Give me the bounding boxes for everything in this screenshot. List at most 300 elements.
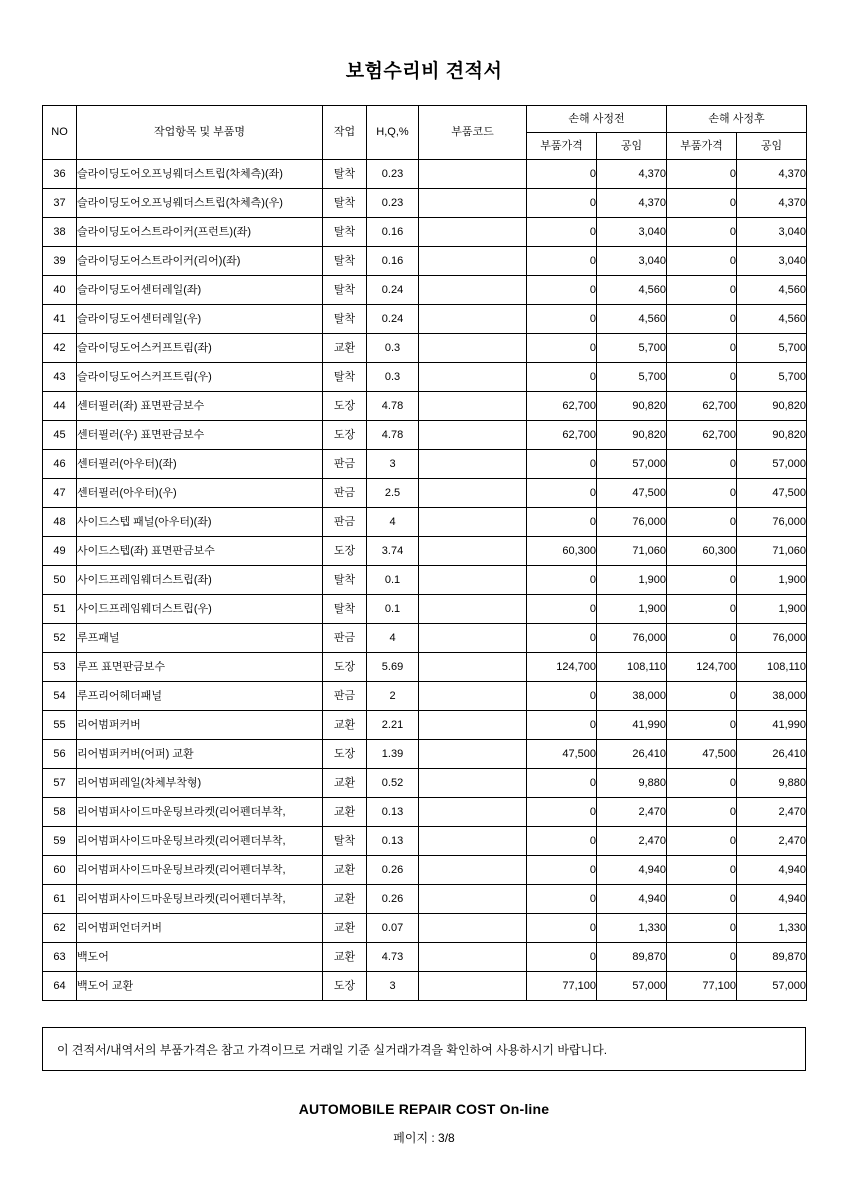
cell-item	[77, 392, 323, 421]
cell-before-labor: 4,940	[597, 856, 667, 885]
cell-before-labor: 41,990	[597, 711, 667, 740]
cell-after-labor: 4,560	[737, 276, 807, 305]
cell-hq: 0.52	[367, 769, 419, 798]
cell-part-code	[419, 653, 527, 682]
cell-hq: 4.73	[367, 943, 419, 972]
cell-before-labor: 38,000	[597, 682, 667, 711]
cell-before-labor: 1,900	[597, 566, 667, 595]
cell-no: 45	[43, 421, 77, 450]
cell-after-part-price: 0	[667, 363, 737, 392]
cell-hq: 2.21	[367, 711, 419, 740]
cell-part-code	[419, 421, 527, 450]
cell-item	[77, 218, 323, 247]
cell-item	[77, 827, 323, 856]
cell-work: 도장	[323, 972, 367, 1001]
cell-no: 36	[43, 160, 77, 189]
cell-after-part-price: 0	[667, 508, 737, 537]
cell-work: 판금	[323, 682, 367, 711]
cell-after-labor: 76,000	[737, 508, 807, 537]
cell-before-part-price: 0	[527, 943, 597, 972]
cell-before-part-price: 0	[527, 450, 597, 479]
cell-before-part-price: 0	[527, 218, 597, 247]
cell-part-code	[419, 711, 527, 740]
cell-hq: 0.26	[367, 856, 419, 885]
header-no: NO	[43, 106, 77, 160]
cell-no: 64	[43, 972, 77, 1001]
cell-part-code	[419, 334, 527, 363]
cell-after-labor: 5,700	[737, 334, 807, 363]
cell-work: 탈착	[323, 160, 367, 189]
cell-hq: 0.3	[367, 363, 419, 392]
cell-no: 41	[43, 305, 77, 334]
cell-after-labor: 1,330	[737, 914, 807, 943]
cell-before-part-price: 0	[527, 334, 597, 363]
header-part-code: 부품코드	[419, 106, 527, 160]
table-row	[43, 856, 807, 885]
cell-after-labor: 76,000	[737, 624, 807, 653]
cell-work: 탈착	[323, 595, 367, 624]
table-row	[43, 450, 807, 479]
cell-before-part-price: 0	[527, 798, 597, 827]
cell-before-labor: 2,470	[597, 827, 667, 856]
cell-part-code	[419, 885, 527, 914]
cell-part-code	[419, 682, 527, 711]
cell-before-labor: 76,000	[597, 508, 667, 537]
cell-item-text: 리어범퍼사이드마운팅브라켓(리어펜더부착,	[77, 892, 286, 905]
cell-part-code	[419, 624, 527, 653]
cell-work: 교환	[323, 856, 367, 885]
cell-after-labor: 89,870	[737, 943, 807, 972]
cell-item-text: 슬라이딩도어스커프트림(좌)	[77, 341, 212, 354]
cell-before-part-price: 0	[527, 247, 597, 276]
cell-before-labor: 4,370	[597, 189, 667, 218]
cell-work: 판금	[323, 624, 367, 653]
cell-part-code	[419, 218, 527, 247]
cell-no: 42	[43, 334, 77, 363]
cell-after-part-price: 0	[667, 711, 737, 740]
cell-after-part-price: 0	[667, 276, 737, 305]
cell-item-text: 리어범퍼사이드마운팅브라켓(리어펜더부착,	[77, 863, 286, 876]
cell-after-labor: 90,820	[737, 421, 807, 450]
cell-after-labor: 4,940	[737, 856, 807, 885]
cell-no: 54	[43, 682, 77, 711]
cell-hq: 0.24	[367, 276, 419, 305]
table-row	[43, 827, 807, 856]
cell-item	[77, 885, 323, 914]
header-after-part-price: 부품가격	[667, 133, 737, 160]
cell-no: 40	[43, 276, 77, 305]
cell-hq: 0.3	[367, 334, 419, 363]
cell-before-part-price: 0	[527, 595, 597, 624]
cell-before-labor: 47,500	[597, 479, 667, 508]
cell-work: 교환	[323, 885, 367, 914]
cell-item-text: 사이드프레임웨더스트립(우)	[77, 602, 212, 615]
cell-before-part-price: 0	[527, 479, 597, 508]
cell-part-code	[419, 798, 527, 827]
cell-no: 46	[43, 450, 77, 479]
cell-part-code	[419, 363, 527, 392]
table-row	[43, 740, 807, 769]
cell-after-labor: 9,880	[737, 769, 807, 798]
table-header	[43, 106, 807, 160]
cell-after-labor: 2,470	[737, 827, 807, 856]
table-row	[43, 624, 807, 653]
cell-before-labor: 3,040	[597, 247, 667, 276]
cell-item	[77, 537, 323, 566]
cell-before-part-price: 0	[527, 276, 597, 305]
cell-before-part-price: 0	[527, 566, 597, 595]
cell-item-text: 슬라이딩도어오프닝웨더스트립(차체측)(우)	[77, 196, 283, 209]
cell-no: 55	[43, 711, 77, 740]
cell-hq: 3	[367, 972, 419, 1001]
table-row	[43, 334, 807, 363]
cell-after-part-price: 0	[667, 914, 737, 943]
table-row	[43, 421, 807, 450]
cell-part-code	[419, 392, 527, 421]
cell-before-part-price: 0	[527, 711, 597, 740]
table-row	[43, 508, 807, 537]
cell-item	[77, 856, 323, 885]
cell-after-labor: 3,040	[737, 218, 807, 247]
cell-part-code	[419, 450, 527, 479]
cell-work: 탈착	[323, 276, 367, 305]
estimate-table	[42, 105, 807, 1001]
cell-item-text: 슬라이딩도어센터레일(우)	[77, 312, 202, 325]
cell-part-code	[419, 305, 527, 334]
header-work: 작업	[323, 106, 367, 160]
table-row	[43, 914, 807, 943]
cell-part-code	[419, 914, 527, 943]
cell-after-labor: 90,820	[737, 392, 807, 421]
cell-before-labor: 1,330	[597, 914, 667, 943]
cell-before-labor: 57,000	[597, 972, 667, 1001]
cell-no: 38	[43, 218, 77, 247]
table-row	[43, 218, 807, 247]
cell-work: 판금	[323, 450, 367, 479]
cell-after-labor: 4,370	[737, 189, 807, 218]
cell-hq: 0.24	[367, 305, 419, 334]
cell-before-labor: 4,370	[597, 160, 667, 189]
cell-before-labor: 71,060	[597, 537, 667, 566]
cell-item-text: 센터필러(우) 표면판금보수	[77, 428, 205, 441]
cell-after-part-price: 0	[667, 595, 737, 624]
cell-hq: 5.69	[367, 653, 419, 682]
cell-hq: 2	[367, 682, 419, 711]
cell-hq: 0.07	[367, 914, 419, 943]
cell-work: 탈착	[323, 218, 367, 247]
cell-hq: 2.5	[367, 479, 419, 508]
cell-no: 60	[43, 856, 77, 885]
cell-part-code	[419, 276, 527, 305]
cell-part-code	[419, 537, 527, 566]
cell-after-part-price: 62,700	[667, 421, 737, 450]
cell-before-part-price: 0	[527, 856, 597, 885]
cell-before-part-price: 0	[527, 682, 597, 711]
cell-work: 도장	[323, 653, 367, 682]
header-group-after: 손해 사정후	[667, 106, 807, 133]
cell-work: 교환	[323, 943, 367, 972]
cell-after-part-price: 0	[667, 189, 737, 218]
table-row	[43, 653, 807, 682]
cell-item-text: 사이드스텝(좌) 표면판금보수	[77, 544, 215, 557]
cell-part-code	[419, 972, 527, 1001]
cell-item	[77, 972, 323, 1001]
cell-after-labor: 1,900	[737, 595, 807, 624]
header-group-before: 손해 사정전	[527, 106, 667, 133]
cell-after-part-price: 0	[667, 160, 737, 189]
cell-item	[77, 566, 323, 595]
cell-item-text: 슬라이딩도어스트라이커(프런트)(좌)	[77, 225, 252, 238]
cell-part-code	[419, 827, 527, 856]
cell-hq: 4.78	[367, 421, 419, 450]
cell-no: 44	[43, 392, 77, 421]
table-body	[43, 160, 807, 1001]
table-row	[43, 363, 807, 392]
cell-work: 탈착	[323, 247, 367, 276]
cell-no: 50	[43, 566, 77, 595]
cell-item	[77, 624, 323, 653]
cell-item	[77, 914, 323, 943]
cell-no: 58	[43, 798, 77, 827]
cell-before-labor: 5,700	[597, 363, 667, 392]
cell-work: 도장	[323, 392, 367, 421]
cell-item	[77, 479, 323, 508]
cell-before-labor: 3,040	[597, 218, 667, 247]
cell-after-part-price: 0	[667, 450, 737, 479]
cell-after-part-price: 0	[667, 827, 737, 856]
header-before-labor: 공임	[597, 133, 667, 160]
page-title: 보험수리비 견적서	[345, 61, 503, 82]
cell-before-labor: 108,110	[597, 653, 667, 682]
cell-no: 53	[43, 653, 77, 682]
cell-before-labor: 9,880	[597, 769, 667, 798]
cell-item-text: 사이드프레임웨더스트립(좌)	[77, 573, 212, 586]
cell-item-text: 슬라이딩도어스트라이커(리어)(좌)	[77, 254, 241, 267]
cell-after-part-price: 0	[667, 479, 737, 508]
cell-no: 62	[43, 914, 77, 943]
cell-after-labor: 4,940	[737, 885, 807, 914]
cell-part-code	[419, 943, 527, 972]
cell-work: 탈착	[323, 566, 367, 595]
cell-work: 탈착	[323, 827, 367, 856]
cell-item-text: 사이드스텝 패널(아우터)(좌)	[77, 515, 212, 528]
cell-part-code	[419, 247, 527, 276]
cell-work: 탈착	[323, 305, 367, 334]
cell-before-labor: 76,000	[597, 624, 667, 653]
cell-item	[77, 450, 323, 479]
cell-item-text: 리어범퍼커버	[77, 718, 141, 731]
cell-hq: 0.13	[367, 827, 419, 856]
cell-hq: 3.74	[367, 537, 419, 566]
table-row	[43, 972, 807, 1001]
cell-item-text: 리어범퍼사이드마운팅브라켓(리어펜더부착,	[77, 834, 286, 847]
table-row	[43, 479, 807, 508]
header-after-labor: 공임	[737, 133, 807, 160]
cell-item	[77, 305, 323, 334]
cell-after-part-price: 0	[667, 943, 737, 972]
cell-item	[77, 711, 323, 740]
cell-hq: 3	[367, 450, 419, 479]
table-row	[43, 566, 807, 595]
cell-no: 57	[43, 769, 77, 798]
cell-after-part-price: 0	[667, 247, 737, 276]
cell-after-part-price: 0	[667, 334, 737, 363]
table-row	[43, 392, 807, 421]
cell-before-part-price: 0	[527, 189, 597, 218]
cell-after-labor: 26,410	[737, 740, 807, 769]
cell-after-labor: 1,900	[737, 566, 807, 595]
cell-after-labor: 4,560	[737, 305, 807, 334]
cell-before-part-price: 0	[527, 160, 597, 189]
cell-after-labor: 71,060	[737, 537, 807, 566]
cell-part-code	[419, 189, 527, 218]
cell-before-part-price: 0	[527, 305, 597, 334]
cell-before-part-price: 60,300	[527, 537, 597, 566]
cell-after-labor: 5,700	[737, 363, 807, 392]
cell-before-labor: 89,870	[597, 943, 667, 972]
cell-hq: 1.39	[367, 740, 419, 769]
cell-item	[77, 769, 323, 798]
cell-after-part-price: 0	[667, 798, 737, 827]
cell-after-labor: 47,500	[737, 479, 807, 508]
table-row	[43, 595, 807, 624]
cell-work: 교환	[323, 798, 367, 827]
cell-hq: 4	[367, 508, 419, 537]
cell-item	[77, 276, 323, 305]
cell-item	[77, 682, 323, 711]
cell-item	[77, 798, 323, 827]
cell-after-labor: 2,470	[737, 798, 807, 827]
cell-before-labor: 5,700	[597, 334, 667, 363]
cell-item	[77, 160, 323, 189]
cell-item-text: 백도어 교환	[77, 979, 134, 992]
cell-after-labor: 57,000	[737, 972, 807, 1001]
cell-after-part-price: 124,700	[667, 653, 737, 682]
cell-before-labor: 4,560	[597, 305, 667, 334]
cell-before-labor: 4,940	[597, 885, 667, 914]
cell-item	[77, 943, 323, 972]
cell-hq: 0.16	[367, 247, 419, 276]
cell-item-text: 리어범퍼언더커버	[77, 921, 163, 934]
table-row	[43, 885, 807, 914]
cell-hq: 0.23	[367, 189, 419, 218]
cell-after-labor: 3,040	[737, 247, 807, 276]
cell-item-text: 슬라이딩도어센터레일(좌)	[77, 283, 202, 296]
cell-no: 63	[43, 943, 77, 972]
cell-part-code	[419, 479, 527, 508]
cell-hq: 0.26	[367, 885, 419, 914]
cell-hq: 0.23	[367, 160, 419, 189]
cell-before-labor: 26,410	[597, 740, 667, 769]
cell-part-code	[419, 566, 527, 595]
cell-no: 56	[43, 740, 77, 769]
cell-work: 교환	[323, 334, 367, 363]
cell-before-labor: 1,900	[597, 595, 667, 624]
cell-part-code	[419, 508, 527, 537]
cell-no: 43	[43, 363, 77, 392]
cell-item-text: 센터필러(아우터)(우)	[77, 486, 177, 499]
cell-before-part-price: 0	[527, 769, 597, 798]
cell-after-part-price: 0	[667, 769, 737, 798]
cell-after-labor: 38,000	[737, 682, 807, 711]
cell-before-part-price: 0	[527, 827, 597, 856]
cell-part-code	[419, 160, 527, 189]
cell-item-text: 리어범퍼커버(어퍼) 교환	[77, 747, 194, 760]
cell-item-text: 슬라이딩도어오프닝웨더스트립(차체측)(좌)	[77, 167, 283, 180]
cell-work: 도장	[323, 537, 367, 566]
cell-no: 52	[43, 624, 77, 653]
table-row	[43, 769, 807, 798]
cell-after-labor: 108,110	[737, 653, 807, 682]
cell-after-labor: 57,000	[737, 450, 807, 479]
cell-item	[77, 740, 323, 769]
cell-before-part-price: 0	[527, 363, 597, 392]
cell-work: 도장	[323, 740, 367, 769]
cell-item-text: 슬라이딩도어스커프트림(우)	[77, 370, 212, 383]
cell-after-part-price: 62,700	[667, 392, 737, 421]
cell-no: 59	[43, 827, 77, 856]
cell-after-part-price: 0	[667, 682, 737, 711]
cell-before-part-price: 124,700	[527, 653, 597, 682]
cell-item-text: 백도어	[77, 950, 109, 963]
cell-no: 49	[43, 537, 77, 566]
cell-no: 37	[43, 189, 77, 218]
cell-after-part-price: 60,300	[667, 537, 737, 566]
footer-title: AUTOMOBILE REPAIR COST On-line	[298, 1101, 550, 1117]
cell-before-part-price: 0	[527, 508, 597, 537]
table-row	[43, 682, 807, 711]
header-before-part-price: 부품가격	[527, 133, 597, 160]
cell-hq: 0.16	[367, 218, 419, 247]
table-row	[43, 189, 807, 218]
table-row	[43, 160, 807, 189]
cell-item-text: 센터필러(좌) 표면판금보수	[77, 399, 205, 412]
cell-before-part-price: 62,700	[527, 392, 597, 421]
cell-after-part-price: 47,500	[667, 740, 737, 769]
cell-after-labor: 4,370	[737, 160, 807, 189]
cell-work: 교환	[323, 711, 367, 740]
cell-item-text: 리어범퍼레일(차체부착형)	[77, 776, 202, 789]
cell-item	[77, 653, 323, 682]
cell-item	[77, 421, 323, 450]
cell-after-part-price: 0	[667, 566, 737, 595]
cell-hq: 4	[367, 624, 419, 653]
cell-before-part-price: 0	[527, 914, 597, 943]
header-item: 작업항목 및 부품명	[77, 106, 323, 160]
cell-item	[77, 334, 323, 363]
cell-before-part-price: 62,700	[527, 421, 597, 450]
cell-after-part-price: 0	[667, 856, 737, 885]
cell-item	[77, 189, 323, 218]
cell-hq: 4.78	[367, 392, 419, 421]
cell-work: 도장	[323, 421, 367, 450]
cell-no: 47	[43, 479, 77, 508]
cell-before-part-price: 0	[527, 885, 597, 914]
cell-before-labor: 57,000	[597, 450, 667, 479]
cell-before-labor: 90,820	[597, 392, 667, 421]
cell-no: 61	[43, 885, 77, 914]
cell-before-part-price: 77,100	[527, 972, 597, 1001]
table-row	[43, 943, 807, 972]
cell-before-part-price: 0	[527, 624, 597, 653]
cell-part-code	[419, 595, 527, 624]
cell-item	[77, 363, 323, 392]
cell-hq: 0.1	[367, 595, 419, 624]
table-row	[43, 798, 807, 827]
cell-work: 탈착	[323, 363, 367, 392]
cell-part-code	[419, 856, 527, 885]
table-row	[43, 305, 807, 334]
